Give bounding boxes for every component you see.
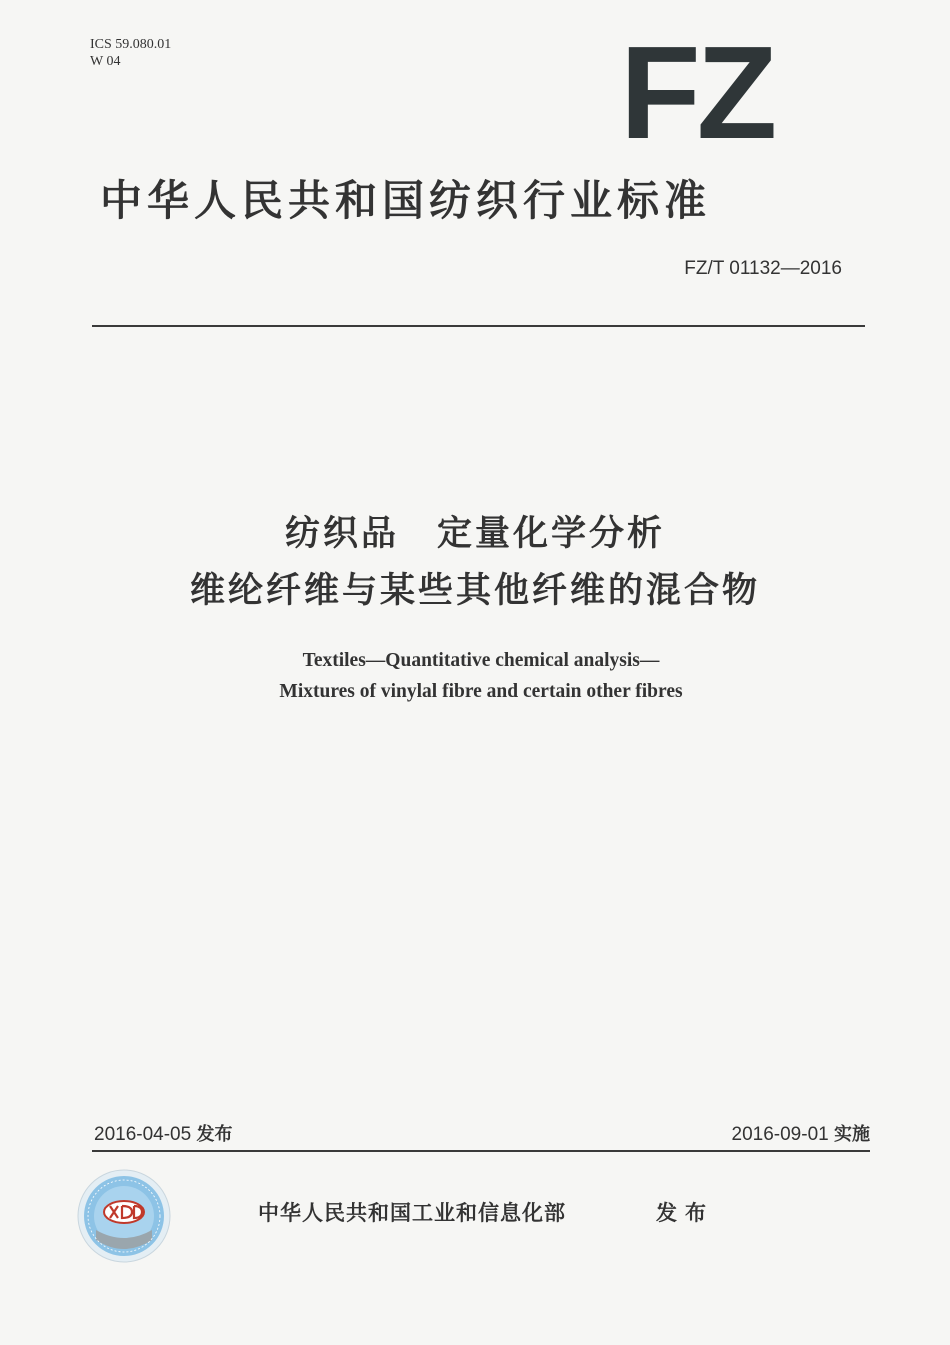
implement-date-line xyxy=(732,1120,870,1146)
cn-title-line1: 纺织品 定量化学分析 xyxy=(284,514,665,554)
publisher-action: 发布 xyxy=(656,1201,714,1225)
ics-code: ICS 59.080.01 xyxy=(90,37,172,52)
header-divider xyxy=(92,325,865,327)
footer-divider xyxy=(92,1150,870,1152)
publish-label: 发布 xyxy=(196,1124,233,1145)
anti-counterfeit-seal-icon xyxy=(76,1168,172,1264)
en-title-line2: Mixtures of vinylal fibre and certain other fibres xyxy=(279,681,683,702)
publisher-name: 中华人民共和国工业和信息化部 xyxy=(258,1201,566,1225)
implement-date: 2016-09-01 xyxy=(731,1124,829,1145)
standard-title: 中华人民共和国纺织行业标准 xyxy=(100,176,712,225)
implement-label: 实施 xyxy=(834,1124,870,1145)
publish-date-line xyxy=(94,1120,232,1146)
standard-number: FZ/T 01132—2016 xyxy=(684,258,842,279)
classification-codes xyxy=(90,36,171,70)
en-title-line1: Textiles—Quantitative chemical analysis— xyxy=(302,650,660,671)
publish-date: 2016-04-05 xyxy=(94,1124,192,1145)
cn-title-line2: 维纶纤维与某些其他纤维的混合物 xyxy=(189,571,760,611)
ccs-code: W 04 xyxy=(90,54,121,69)
fz-logo: FZ xyxy=(620,19,774,166)
